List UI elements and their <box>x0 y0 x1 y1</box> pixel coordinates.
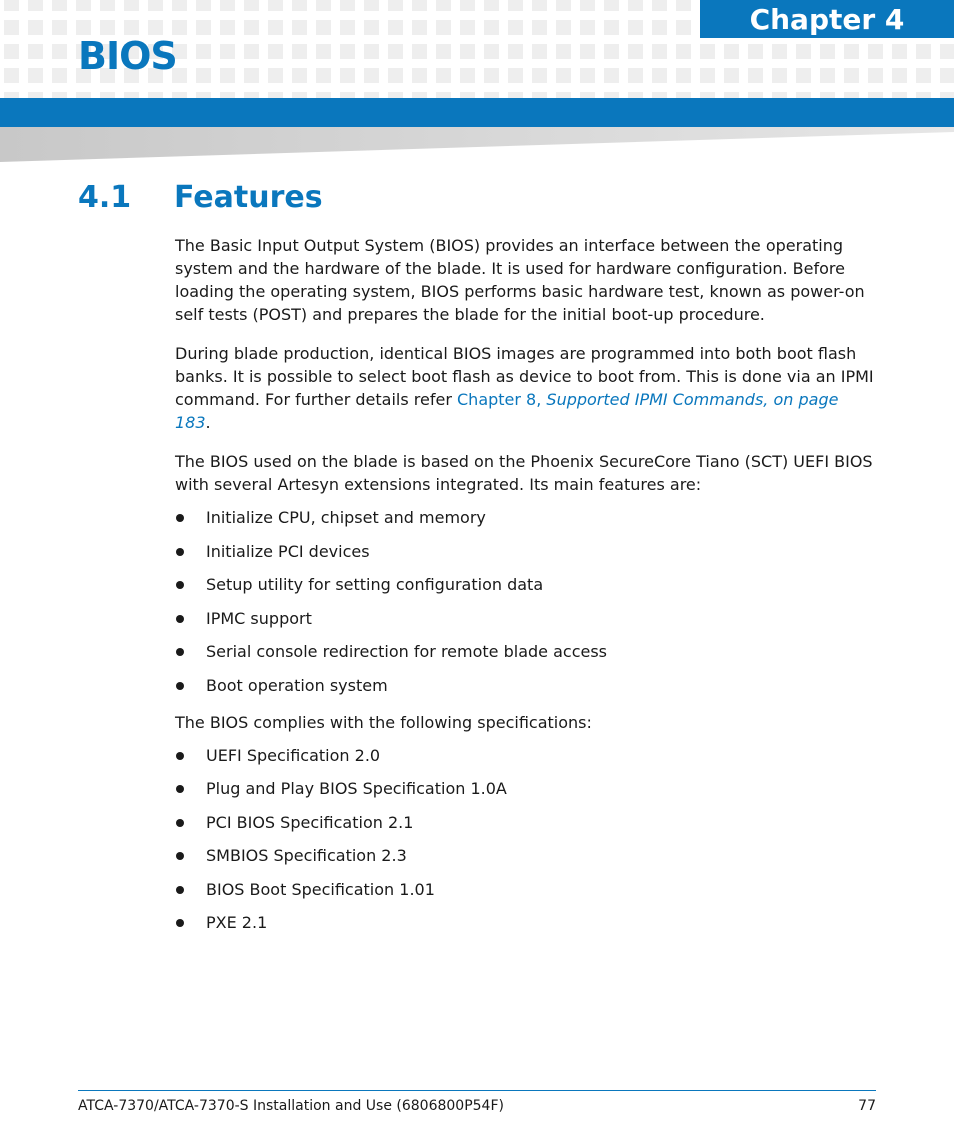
bullet-icon <box>176 581 184 589</box>
header-square <box>388 68 403 83</box>
list-item-text: UEFI Specification 2.0 <box>206 745 381 765</box>
header-square <box>580 68 595 83</box>
header-square <box>508 68 523 83</box>
header-square <box>580 0 595 11</box>
list-item <box>175 506 875 529</box>
header-square <box>676 68 691 83</box>
features-list <box>175 506 875 697</box>
header-square <box>340 20 355 35</box>
header-square <box>628 68 643 83</box>
header-square <box>52 44 67 59</box>
header-square <box>4 20 19 35</box>
bullet-icon <box>176 919 184 927</box>
header-square <box>700 44 715 59</box>
cross-reference-chapter: Chapter 8, <box>457 390 547 409</box>
header-square <box>676 20 691 35</box>
paragraph-boot-flash-end: . <box>205 413 211 432</box>
footer-document-title: ATCA-7370/ATCA-7370-S Installation and Use (6806800P54F) <box>78 1098 504 1114</box>
header-square <box>388 20 403 35</box>
header-square <box>748 44 763 59</box>
header-square <box>52 68 67 83</box>
header-square <box>268 68 283 83</box>
header-square <box>772 44 787 59</box>
cross-reference-title: Supported IPMI Commands, on page 183 <box>175 390 839 432</box>
header-square <box>484 20 499 35</box>
header-square <box>580 44 595 59</box>
paragraph-boot-flash-text: During blade production, identical BIOS images are programmed into both boot flash banks. It is possible to select boot flash as device to boot from. This is done via an IPMI command. For further details refer <box>175 344 874 409</box>
header-square <box>508 44 523 59</box>
header-square <box>28 20 43 35</box>
bullet-icon <box>176 682 184 690</box>
header-square <box>244 44 259 59</box>
header-square <box>724 68 739 83</box>
header-square <box>436 68 451 83</box>
header-square <box>628 44 643 59</box>
header-square <box>340 68 355 83</box>
bullet-icon <box>176 819 184 827</box>
list-item <box>175 744 875 767</box>
header-square <box>220 0 235 11</box>
header-square <box>436 20 451 35</box>
header-square <box>676 44 691 59</box>
header-square <box>172 20 187 35</box>
header-square <box>604 0 619 11</box>
header-square <box>556 68 571 83</box>
header-square <box>748 68 763 83</box>
header-square <box>4 44 19 59</box>
list-item <box>175 674 875 697</box>
header-square <box>364 20 379 35</box>
header-square <box>580 20 595 35</box>
list-item <box>175 844 875 867</box>
header-square <box>316 44 331 59</box>
header-square <box>148 20 163 35</box>
list-item-text: IPMC support <box>206 608 312 628</box>
header-square <box>76 0 91 11</box>
header-square <box>388 0 403 11</box>
list-item <box>175 811 875 834</box>
header-square <box>4 0 19 11</box>
header-square <box>772 68 787 83</box>
header-gray-wedge <box>0 127 954 165</box>
section-heading <box>78 180 323 215</box>
header-square <box>412 20 427 35</box>
header-square <box>532 0 547 11</box>
header-square <box>460 20 475 35</box>
header-square <box>76 20 91 35</box>
header-square <box>292 0 307 11</box>
bullet-icon <box>176 852 184 860</box>
bullet-icon <box>176 785 184 793</box>
header-square <box>196 0 211 11</box>
header-square <box>412 44 427 59</box>
bullet-icon <box>176 886 184 894</box>
header-square <box>556 20 571 35</box>
list-item-text: Serial console redirection for remote blade access <box>206 642 607 661</box>
header-square <box>268 20 283 35</box>
footer-divider <box>78 1090 876 1091</box>
header-square <box>916 68 931 83</box>
header-square <box>724 44 739 59</box>
list-item-text: Initialize CPU, chipset and memory <box>206 508 486 527</box>
header-square <box>916 44 931 59</box>
header-square <box>388 44 403 59</box>
list-item-text: Boot operation system <box>206 675 388 695</box>
header-square <box>844 68 859 83</box>
header-square <box>316 20 331 35</box>
header-square <box>244 20 259 35</box>
header-square <box>292 44 307 59</box>
header-square <box>532 20 547 35</box>
header-blue-band <box>0 98 954 127</box>
header-square <box>124 0 139 11</box>
header-square <box>436 0 451 11</box>
header-square <box>532 44 547 59</box>
header-square <box>652 0 667 11</box>
header-square <box>508 0 523 11</box>
header-square <box>100 20 115 35</box>
header-square <box>436 44 451 59</box>
header-square <box>100 0 115 11</box>
header-square <box>292 68 307 83</box>
header-square <box>340 0 355 11</box>
list-item <box>175 607 875 630</box>
chapter-label: Chapter 4 <box>749 2 905 36</box>
paragraph-specifications-intro: The BIOS complies with the following specifications: <box>175 712 592 732</box>
list-item-text: Setup utility for setting configuration data <box>206 575 544 594</box>
header-square <box>268 44 283 59</box>
header-square <box>220 68 235 83</box>
header-square <box>484 0 499 11</box>
chapter-title: BIOS <box>78 34 177 78</box>
list-item-text: Initialize PCI devices <box>206 541 370 561</box>
list-item <box>175 777 875 800</box>
header-square <box>460 0 475 11</box>
list-item-text: Plug and Play BIOS Specification 1.0A <box>206 779 507 798</box>
header-square <box>508 20 523 35</box>
header-square <box>676 0 691 11</box>
header-square <box>820 44 835 59</box>
header-square <box>220 44 235 59</box>
header-square <box>364 0 379 11</box>
header-square <box>124 20 139 35</box>
header-square <box>364 44 379 59</box>
list-item <box>175 640 875 663</box>
specifications-list <box>175 744 875 935</box>
bullet-icon <box>176 752 184 760</box>
list-item <box>175 573 875 596</box>
header-square <box>412 0 427 11</box>
list-item <box>175 540 875 563</box>
header-square <box>796 68 811 83</box>
header-square <box>292 20 307 35</box>
header-square <box>316 68 331 83</box>
header-square <box>244 0 259 11</box>
header-square <box>4 68 19 83</box>
header-square <box>484 68 499 83</box>
header-square <box>604 44 619 59</box>
header-square <box>604 68 619 83</box>
header-square <box>844 44 859 59</box>
header-square <box>52 20 67 35</box>
section-number: 4.1 <box>78 180 132 215</box>
bullet-icon <box>176 514 184 522</box>
header-square <box>196 20 211 35</box>
header-square <box>220 20 235 35</box>
header-square <box>412 68 427 83</box>
header-square <box>868 44 883 59</box>
section-title: Features <box>174 180 323 215</box>
header-square <box>28 68 43 83</box>
header-square <box>940 44 954 59</box>
header-square <box>484 44 499 59</box>
header-square <box>820 68 835 83</box>
bullet-icon <box>176 548 184 556</box>
header-square <box>268 0 283 11</box>
list-item-text: BIOS Boot Specification 1.01 <box>206 879 435 899</box>
header-square <box>196 44 211 59</box>
header-square <box>28 44 43 59</box>
header-square <box>172 0 187 11</box>
list-item <box>175 878 875 901</box>
header-square <box>460 44 475 59</box>
list-item-text: PXE 2.1 <box>206 913 268 932</box>
header-square <box>28 0 43 11</box>
paragraph-boot-flash <box>175 342 875 434</box>
list-item <box>175 911 875 934</box>
header-square <box>604 20 619 35</box>
header-square <box>628 0 643 11</box>
header-square <box>652 20 667 35</box>
chapter-tab <box>700 0 954 38</box>
header-square <box>316 0 331 11</box>
header-square <box>652 44 667 59</box>
header-square <box>892 68 907 83</box>
header-square <box>556 0 571 11</box>
list-item-text: PCI BIOS Specification 2.1 <box>206 812 414 832</box>
footer-page-number: 77 <box>858 1098 876 1114</box>
header-square <box>460 68 475 83</box>
header-square <box>52 0 67 11</box>
header-square <box>892 44 907 59</box>
header-square <box>364 68 379 83</box>
header-square <box>796 44 811 59</box>
header-square <box>244 68 259 83</box>
header-square <box>940 68 954 83</box>
header-square <box>628 20 643 35</box>
header-square <box>532 68 547 83</box>
bullet-icon <box>176 615 184 623</box>
paragraph-features-intro: The BIOS used on the blade is based on the Phoenix SecureCore Tiano (SCT) UEFI BIOS with several Artesyn extensions integrated. Its main features are: <box>175 452 873 494</box>
paragraph-bios-intro: The Basic Input Output System (BIOS) provides an interface between the operating system and the hardware of the blade. It is used for hardware configuration. Before loading the operating system, BIOS performs basic hardware test, known as power-on self tests (POST) and prepares the blade for the initial boot-up procedure. <box>175 236 865 324</box>
list-item-text: SMBIOS Specification 2.3 <box>206 846 407 865</box>
body-content <box>175 234 875 948</box>
header-square <box>148 0 163 11</box>
header-square <box>652 68 667 83</box>
header-square <box>196 68 211 83</box>
bullet-icon <box>176 648 184 656</box>
header-square <box>868 68 883 83</box>
header-square <box>556 44 571 59</box>
header-square <box>340 44 355 59</box>
header-square <box>700 68 715 83</box>
